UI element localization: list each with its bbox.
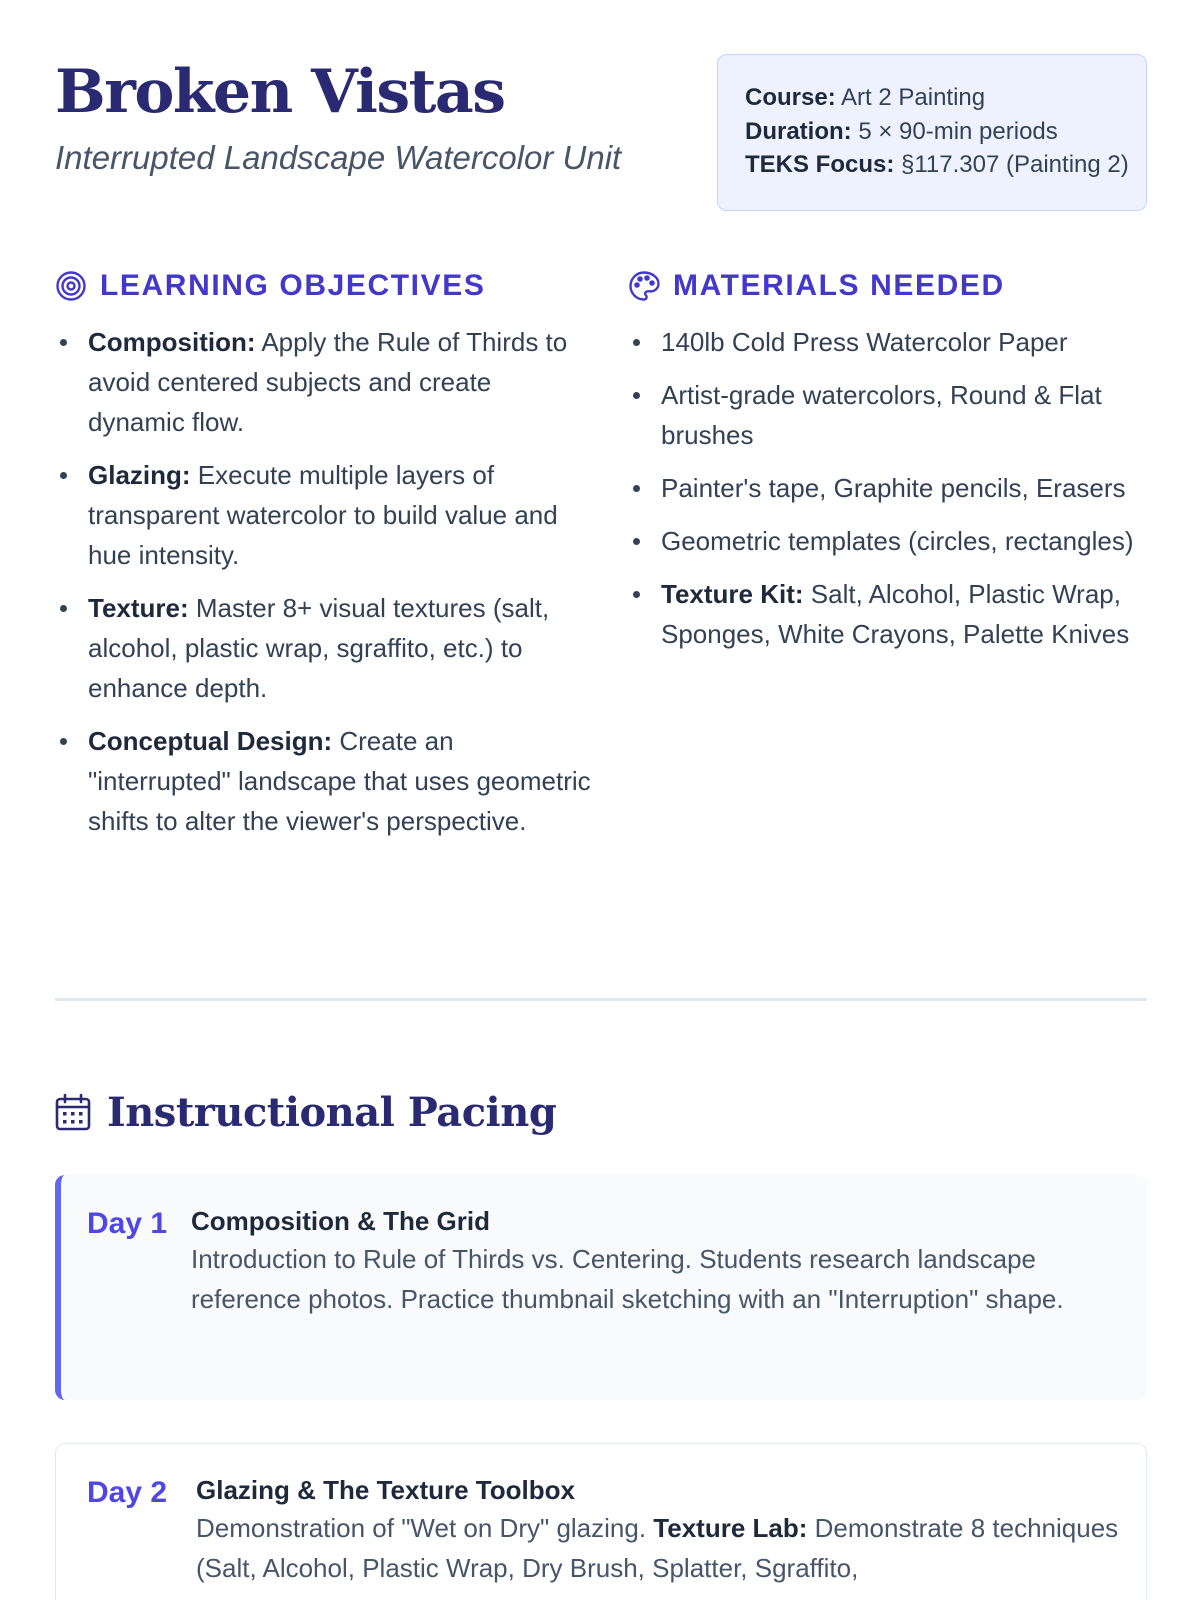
material-text: Artist-grade watercolors, Round & Flat brushes — [661, 380, 1102, 450]
objectives-title: LEARNING OBJECTIVES — [100, 269, 486, 302]
day-heading: Glazing & The Texture Toolbox — [196, 1475, 575, 1505]
objective-label: Conceptual Design: — [88, 726, 333, 756]
unit-header — [55, 52, 1147, 212]
day-card-2 — [55, 1443, 1147, 1600]
calendar-icon — [55, 1093, 91, 1131]
course-value: Art 2 Painting — [841, 84, 986, 111]
objective-text: Master 8+ visual textures (salt, alcohol, plastic wrap, sgraffito, etc.) to enhance depth. — [88, 593, 550, 703]
objective-label: Glazing: — [88, 460, 191, 490]
list-item — [628, 521, 1158, 561]
materials-header — [628, 262, 1158, 310]
day-description: Introduction to Rule of Thirds vs. Centering. Students research landscape reference photos. Practice thumbnail sketching with an "Interruption" shape. — [191, 1244, 1064, 1314]
course-label: Course: — [745, 84, 836, 111]
texture-lab-label: Texture Lab: — [653, 1513, 808, 1543]
materials-section — [628, 262, 1158, 667]
teks-label: TEKS Focus: — [745, 151, 895, 178]
list-item — [55, 721, 595, 841]
objectives-header — [55, 262, 595, 310]
page-title: Broken Vistas — [55, 57, 505, 127]
materials-title: MATERIALS NEEDED — [673, 269, 1005, 302]
list-item — [55, 588, 595, 708]
day-description — [196, 1508, 1122, 1588]
teks-line — [745, 148, 1146, 182]
target-icon — [55, 270, 87, 302]
material-label: Texture Kit: — [661, 579, 804, 609]
objective-label: Composition: — [88, 327, 256, 357]
day-label: Day 2 — [87, 1476, 168, 1509]
day-text-rest: Demonstrate 8 techniques (Salt, Alcohol, Plastic Wrap, Dry Brush, Splatter, Sgraffito, — [196, 1513, 1119, 1583]
pacing-title: Instructional Pacing — [107, 1088, 557, 1136]
day-label: Day 1 — [87, 1207, 168, 1240]
palette-icon — [628, 270, 660, 302]
page-subtitle: Interrupted Landscape Watercolor Unit — [55, 139, 622, 176]
list-item — [628, 322, 1158, 362]
course-line — [745, 81, 1146, 115]
day-body — [191, 1203, 1123, 1319]
material-text: Salt, Alcohol, Plastic Wrap, Sponges, White Crayons, Palette Knives — [661, 579, 1130, 649]
duration-value: 5 × 90-min periods — [858, 117, 1058, 145]
objective-text: Execute multiple layers of transparent watercolor to build value and hue intensity. — [88, 460, 558, 570]
list-item — [628, 574, 1158, 654]
duration-line — [745, 115, 1146, 149]
list-item — [55, 455, 595, 575]
material-text: 140lb Cold Press Watercolor Paper — [661, 327, 1068, 357]
objectives-list — [55, 322, 595, 841]
pacing-header — [55, 1084, 556, 1140]
objectives-section — [55, 262, 595, 854]
objective-text: Create an "interrupted" landscape that uses geometric shifts to alter the viewer's perspective. — [88, 726, 591, 836]
objective-text: Apply the Rule of Thirds to avoid centered subjects and create dynamic flow. — [88, 327, 568, 437]
list-item — [55, 322, 595, 442]
list-item — [628, 375, 1158, 455]
day-text-intro: Demonstration of "Wet on Dry" glazing. — [196, 1513, 647, 1543]
day-card-1 — [55, 1175, 1147, 1400]
material-text: Painter's tape, Graphite pencils, Erasers — [661, 473, 1126, 503]
duration-label: Duration: — [745, 117, 852, 145]
day-body — [196, 1472, 1122, 1588]
day-heading: Composition & The Grid — [191, 1206, 490, 1236]
material-text: Geometric templates (circles, rectangles) — [661, 526, 1134, 556]
list-item — [628, 468, 1158, 508]
course-info-box — [717, 54, 1147, 211]
objective-label: Texture: — [88, 593, 189, 623]
teks-value: §117.307 (Painting 2) — [901, 151, 1129, 178]
materials-list — [628, 322, 1158, 654]
section-divider — [55, 998, 1147, 1001]
